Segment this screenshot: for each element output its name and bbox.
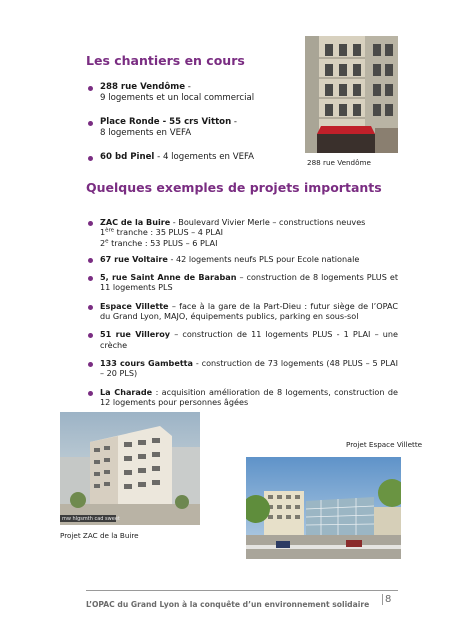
projets-list xyxy=(86,217,398,415)
item-text: - Boulevard Vivier Merle – constructions neuves xyxy=(170,217,366,227)
building-photo-vendome xyxy=(305,36,398,153)
item-title: ZAC de la Buire xyxy=(100,217,171,227)
list-item xyxy=(86,82,296,103)
item-detail: 9 logements et un local commercial xyxy=(100,92,255,103)
footer-title: L’OPAC du Grand Lyon à la conquête d’un environnement solidaire xyxy=(86,600,370,609)
rendering-photo-zac-buire xyxy=(60,412,200,525)
photo-caption-zac-buire: Projet ZAC de la Buire xyxy=(60,531,139,540)
item-text: - 4 logements en VEFA xyxy=(154,152,255,162)
photo-caption-vendome: 288 rue Vendôme xyxy=(307,158,371,167)
section-title-projets: Quelques exemples de projets importants xyxy=(86,180,382,195)
item-title: Place Ronde - 55 crs Vitton xyxy=(100,117,232,127)
item-title: 67 rue Voltaire xyxy=(100,253,168,264)
item-text: - xyxy=(231,117,238,127)
item-text: – construction de 8 logements PLUS et 11 logements PLS xyxy=(100,272,398,293)
tranche-2: 2e tranche : 53 PLUS – 6 PLAI xyxy=(100,237,218,248)
item-text: – face à la gare de la Part-Dieu : futur siège de l’OPAC du Grand Lyon, MAJO, équipements publics, parking en sous-sol xyxy=(100,300,398,322)
list-item xyxy=(86,254,398,264)
footer-rule xyxy=(86,590,398,591)
tranche-1: 1ère tranche : 35 PLUS – 4 PLAI xyxy=(100,227,224,238)
list-item xyxy=(86,387,398,408)
item-title: 60 bd Pinel xyxy=(100,152,155,162)
list-item xyxy=(86,272,398,293)
rendering-photo-espace-villette xyxy=(246,457,401,559)
item-text: – construction de 11 logements PLUS - 1 PLAI – une crèche xyxy=(100,329,399,350)
page-number: 8 xyxy=(382,594,391,605)
list-item xyxy=(86,217,398,248)
item-title: La Charade xyxy=(100,386,153,397)
item-detail: 8 logements en VEFA xyxy=(100,127,192,138)
photo-caption-espace-villette: Projet Espace Villette xyxy=(346,440,423,449)
item-text: : acquisition amélioration de 8 logements, construction de 12 logements pour personnes âgées xyxy=(100,386,399,407)
item-title: 288 rue Vendôme xyxy=(100,82,186,92)
item-title: 5, rue Saint Anne de Baraban xyxy=(100,272,237,283)
list-item xyxy=(86,329,398,350)
chantiers-list xyxy=(86,82,296,177)
list-item xyxy=(86,358,398,379)
item-title: Espace Villette xyxy=(100,300,169,311)
item-text: - 42 logements neufs PLS pour Ecole nationale xyxy=(167,253,360,264)
image-watermark: mw hlgsmth cad sweet xyxy=(62,516,120,522)
list-item xyxy=(86,152,296,163)
list-item xyxy=(86,117,296,138)
item-text: - xyxy=(185,82,191,92)
list-item xyxy=(86,301,398,322)
item-title: 133 cours Gambetta xyxy=(100,357,194,368)
item-text: - construction de 73 logements (48 PLUS – 5 PLAI – 20 PLS) xyxy=(100,357,398,379)
section-title-chantiers: Les chantiers en cours xyxy=(86,53,245,68)
item-title: 51 rue Villeroy xyxy=(100,329,171,340)
